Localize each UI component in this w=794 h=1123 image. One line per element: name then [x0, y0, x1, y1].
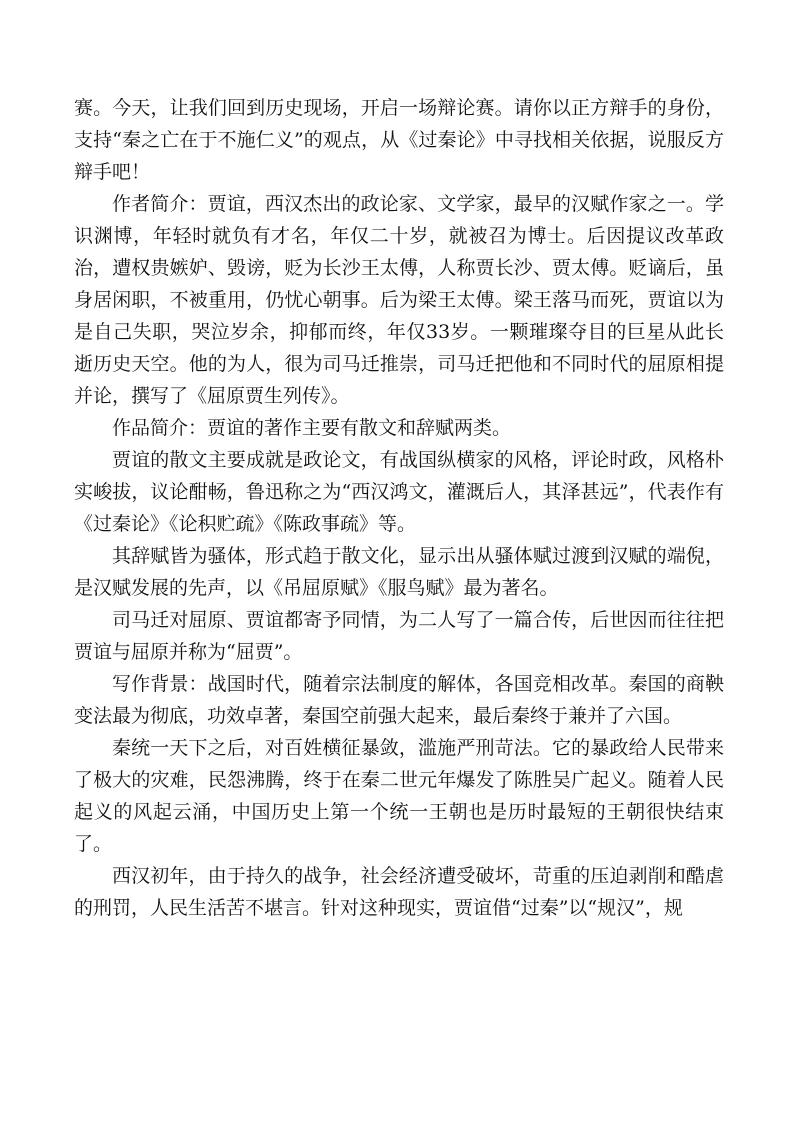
paragraph-debate-task: 赛。今天，让我们回到历史现场，开启一场辩论赛。请你以正方辩手的身份，支持“秦之亡在于不施仁义”的观点，从《过秦论》中寻找相关依据，说服反方辩手吧！ [74, 97, 724, 183]
paragraph-background: 写作背景：战国时代，随着宗法制度的解体，各国竞相改革。秦国的商鞅变法最为彻底，功效卓著，秦国空前强大起来，最后秦终于兼并了六国。 [74, 673, 724, 727]
paragraph-fu: 其辞赋皆为骚体，形式趋于散文化，显示出从骚体赋过渡到汉赋的端倪，是汉赋发展的先声，以《吊屈原赋》《服鸟赋》最为著名。 [74, 545, 724, 599]
paragraph-early-han: 西汉初年，由于持久的战争，社会经济遭受破坏，苛重的压迫剥削和酷虐的刑罚，人民生活苦不堪言。针对这种现实，贾谊借“过秦”以“规汉”，规 [74, 865, 724, 919]
paragraph-author-intro: 作者简介：贾谊，西汉杰出的政论家、文学家，最早的汉赋作家之一。学识渊博，年轻时就负有才名，年仅二十岁，就被召为博士。后因提议改革政治，遭权贵嫉妒、毁谤，贬为长沙王太傅，人称贾长沙、贾太傅。贬谪后，虽身居闲职，不被重用，仍忧心朝事。后为梁王太傅。梁王落马而死，贾谊以为是自己失职，哭泣岁余，抑郁而终，年仅33岁。一颗璀璨夺目的巨星从此长逝历史天空。他的为人，很为司马迁推崇，司马迁把他和不同时代的屈原相提并论，撰写了《屈原贾生列传》。 [74, 193, 724, 407]
paragraph-qin-tyranny: 秦统一天下之后，对百姓横征暴敛，滥施严刑苛法。它的暴政给人民带来了极大的灾难，民怨沸腾，终于在秦二世元年爆发了陈胜吴广起义。随着人民起义的风起云涌，中国历史上第一个统一王朝也是历时最短的王朝很快结束了。 [74, 737, 724, 855]
paragraph-prose: 贾谊的散文主要成就是政论文，有战国纵横家的风格，评论时政，风格朴实峻拔，议论酣畅，鲁迅称之为“西汉鸿文，灌溉后人，其泽甚远”，代表作有《过秦论》《论积贮疏》《陈政事疏》等。 [74, 449, 724, 535]
paragraph-works-intro: 作品简介：贾谊的著作主要有散文和辞赋两类。 [112, 417, 512, 439]
document-body [74, 92, 724, 924]
paragraph-qu-jia: 司马迁对屈原、贾谊都寄予同情，为二人写了一篇合传，后世因而往往把贾谊与屈原并称为“屈贾”。 [74, 609, 724, 663]
